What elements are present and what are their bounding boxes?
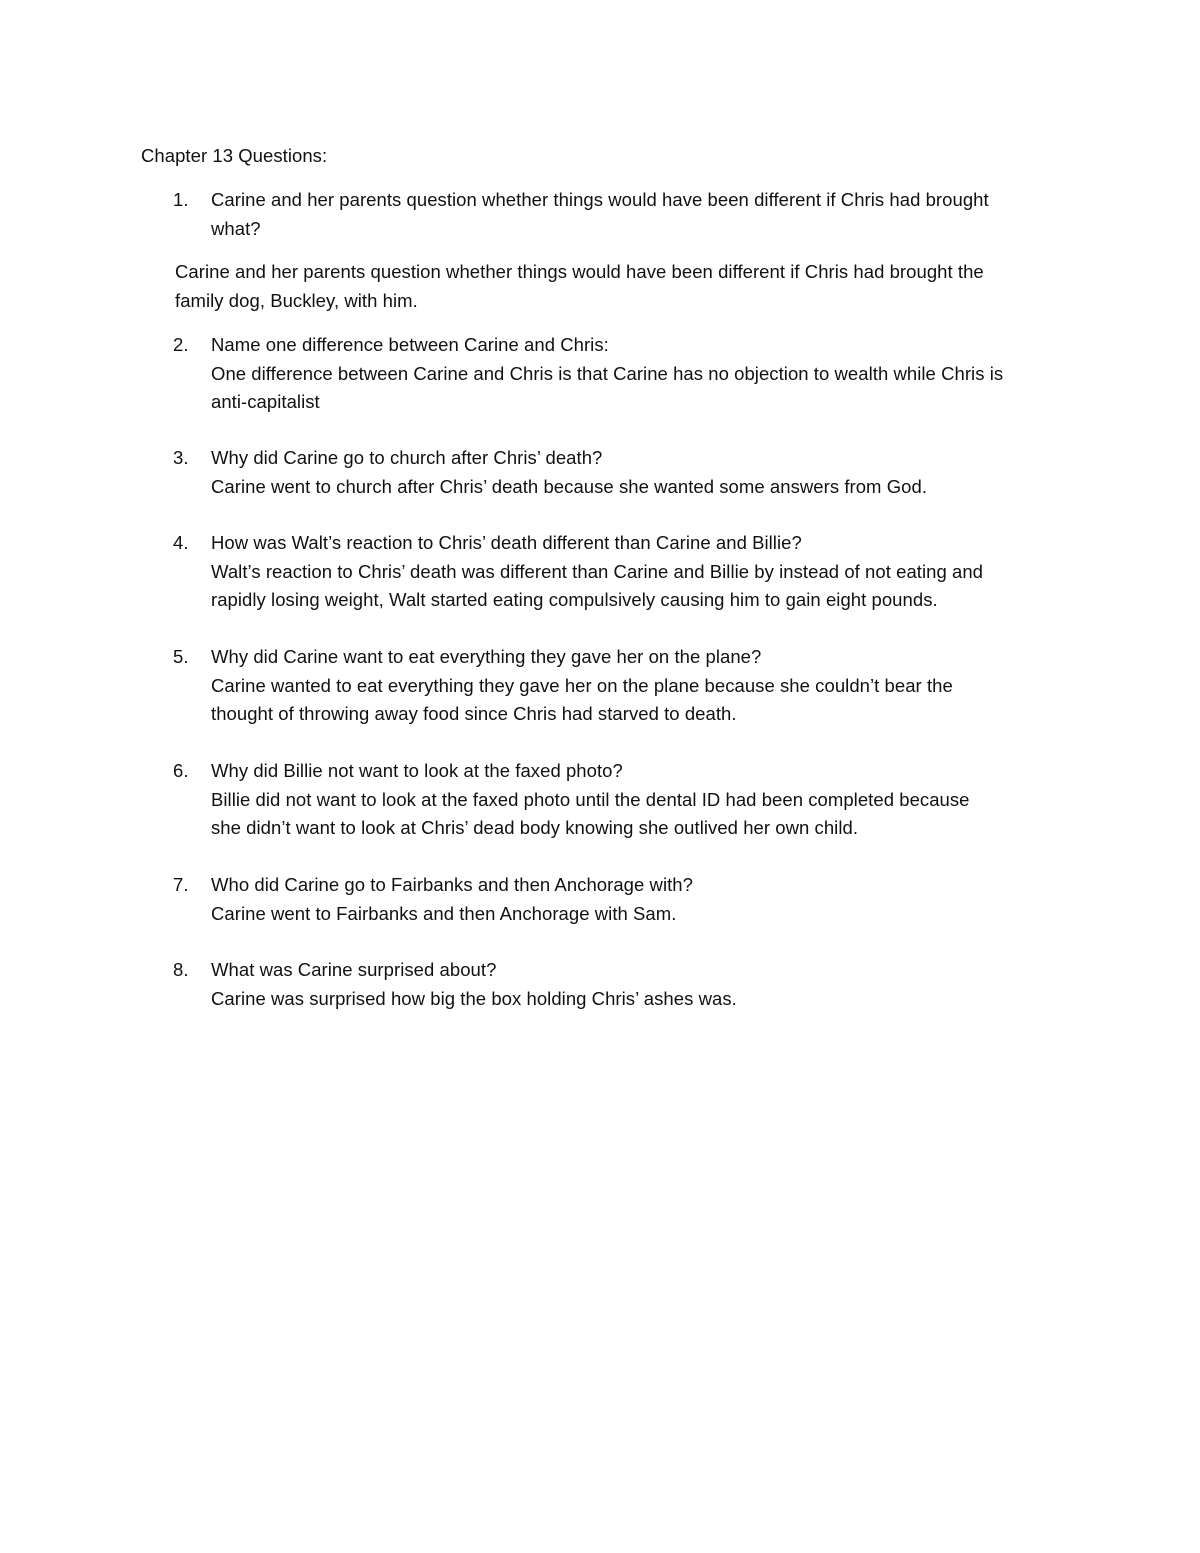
question-line: What was Carine surprised about? [211,959,497,980]
question-number: 6. [173,760,189,781]
question-number: 1. [173,189,189,210]
question-number: 8. [173,959,189,980]
answer-line: One difference between Carine and Chris is that Carine has no objection to wealth while Chris is [211,362,1004,384]
question-number: 7. [173,874,189,895]
answer-line: Carine went to church after Chris’ death because she wanted some answers from God. [211,475,928,497]
question-text [211,331,1003,417]
question-line: Name one difference between Carine and Chris: [211,334,609,355]
answer-line: Carine went to Fairbanks and then Anchorage with Sam. [211,902,677,924]
document-title: Chapter 13 Questions: [141,145,328,166]
question-line: Why did Carine go to church after Chris’ death? [211,447,603,468]
question-line: Why did Carine want to eat everything they gave her on the plane? [211,646,762,667]
answer-line: family dog, Buckley, with him. [175,289,418,311]
question-line: Carine and her parents question whether things would have been different if Chris had brought [211,189,989,210]
question-line: How was Walt’s reaction to Chris’ death different than Carine and Billie? [211,532,802,553]
question-text [211,529,983,615]
question-text [211,643,953,729]
question-text [211,871,693,928]
answer-1 [175,258,984,315]
question-line: what? [211,217,261,239]
answer-line: anti-capitalist [211,391,320,412]
answer-line: Carine wanted to eat everything they gave her on the plane because she couldn’t bear the [211,674,953,696]
question-number: 3. [173,447,189,468]
question-text [211,757,970,843]
question-text [211,956,737,1013]
answer-line: she didn’t want to look at Chris’ dead body knowing she outlived her own child. [211,817,859,838]
answer-line: Carine was surprised how big the box holding Chris’ ashes was. [211,987,737,1009]
question-number: 2. [173,334,189,355]
answer-line: thought of throwing away food since Chris had starved to death. [211,703,737,724]
question-text [211,444,927,501]
answer-line: Billie did not want to look at the faxed photo until the dental ID had been completed because [211,788,970,810]
question-number: 4. [173,532,189,553]
answer-line: rapidly losing weight, Walt started eating compulsively causing him to gain eight pounds. [211,589,938,610]
question-line: Who did Carine go to Fairbanks and then Anchorage with? [211,874,693,895]
question-number: 5. [173,646,189,667]
answer-line: Walt’s reaction to Chris’ death was different than Carine and Billie by instead of not eating and [211,560,984,582]
answer-line: Carine and her parents question whether things would have been different if Chris had brought the [175,261,984,282]
question-text [211,186,989,243]
question-line: Why did Billie not want to look at the faxed photo? [211,760,623,781]
